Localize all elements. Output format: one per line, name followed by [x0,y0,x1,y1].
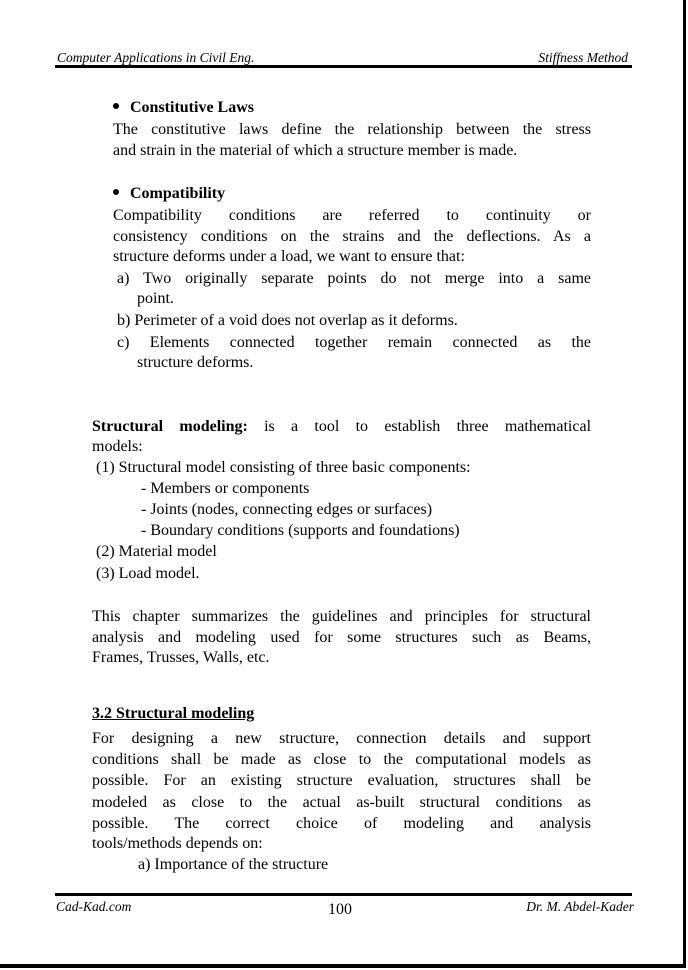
summary-line-3: Frames, Trusses, Walls, etc. [92,649,270,666]
section-3-2-line-3: possible. For an existing structure evaluation, structures shall be [92,772,591,789]
section-3-2-line-4: modeled as close to the actual as-built structural conditions as [92,794,591,811]
compatibility-line-3: structure deforms under a load, we want to ensure that: [113,248,465,265]
section-3-2-line-5: possible. The correct choice of modeling and analysis [92,815,591,832]
constitutive-line-2: and strain in the material of which a structure member is made. [113,142,518,159]
structural-modeling-term: Structural modeling: [92,418,248,435]
header-course-title: Computer Applications in Civil Eng. [57,50,255,65]
structural-modeling-line-2: models: [92,438,143,455]
summary-line-2: analysis and modeling used for some structures such as Beams, [92,629,591,646]
compatibility-line-2: consistency conditions on the strains and the deflections. As a [113,228,591,245]
summary-line-1: This chapter summarizes the guidelines and principles for structural [92,608,591,625]
compatibility-item-b: b) Perimeter of a void does not overlap as it deforms. [117,312,458,329]
compatibility-item-a: a) Two originally separate points do not merge into a same [117,270,591,287]
page-header [55,49,632,68]
header-chapter-title: Stiffness Method [538,50,628,65]
structural-modeling-definition: is a tool to establish three mathematical [264,418,592,435]
footer-website: Cad-Kad.com [56,899,132,914]
section-3-2-line-1: For designing a new structure, connection details and support [92,730,591,747]
structural-model-sub-boundary: - Boundary conditions (supports and foundations) [141,522,460,539]
section-3-2-line-6: tools/methods depends on: [92,835,263,852]
compatibility-item-c-cont: structure deforms. [137,354,254,371]
structural-model-item-1: (1) Structural model consisting of three basic components: [96,459,471,476]
constitutive-laws-heading: Constitutive Laws [113,98,254,118]
structural-model-sub-members: - Members or components [141,480,310,497]
section-3-2-item-a: a) Importance of the structure [138,856,329,873]
compatibility-heading: Compatibility [113,184,225,204]
bullet-icon [113,189,119,195]
compatibility-line-1: Compatibility conditions are referred to continuity or [113,207,591,224]
footer-author: Dr. M. Abdel-Kader [526,899,634,914]
structural-model-item-2: (2) Material model [96,543,217,560]
compatibility-item-c: c) Elements connected together remain connected as the [117,334,591,351]
page-number: 100 [328,901,352,918]
structural-model-item-3: (3) Load model. [96,565,200,582]
section-3-2-line-2: conditions shall be made as close to the computational models as [92,751,591,768]
structural-modeling-line-1 [92,416,591,437]
constitutive-line-1: The constitutive laws define the relationship between the stress [113,121,591,138]
section-3-2-heading: 3.2 Structural modeling [92,705,255,722]
structural-model-sub-joints: - Joints (nodes, connecting edges or surfaces) [141,501,433,518]
compatibility-item-a-cont: point. [137,290,174,307]
bullet-icon [113,103,119,109]
footer-rule [55,893,632,896]
